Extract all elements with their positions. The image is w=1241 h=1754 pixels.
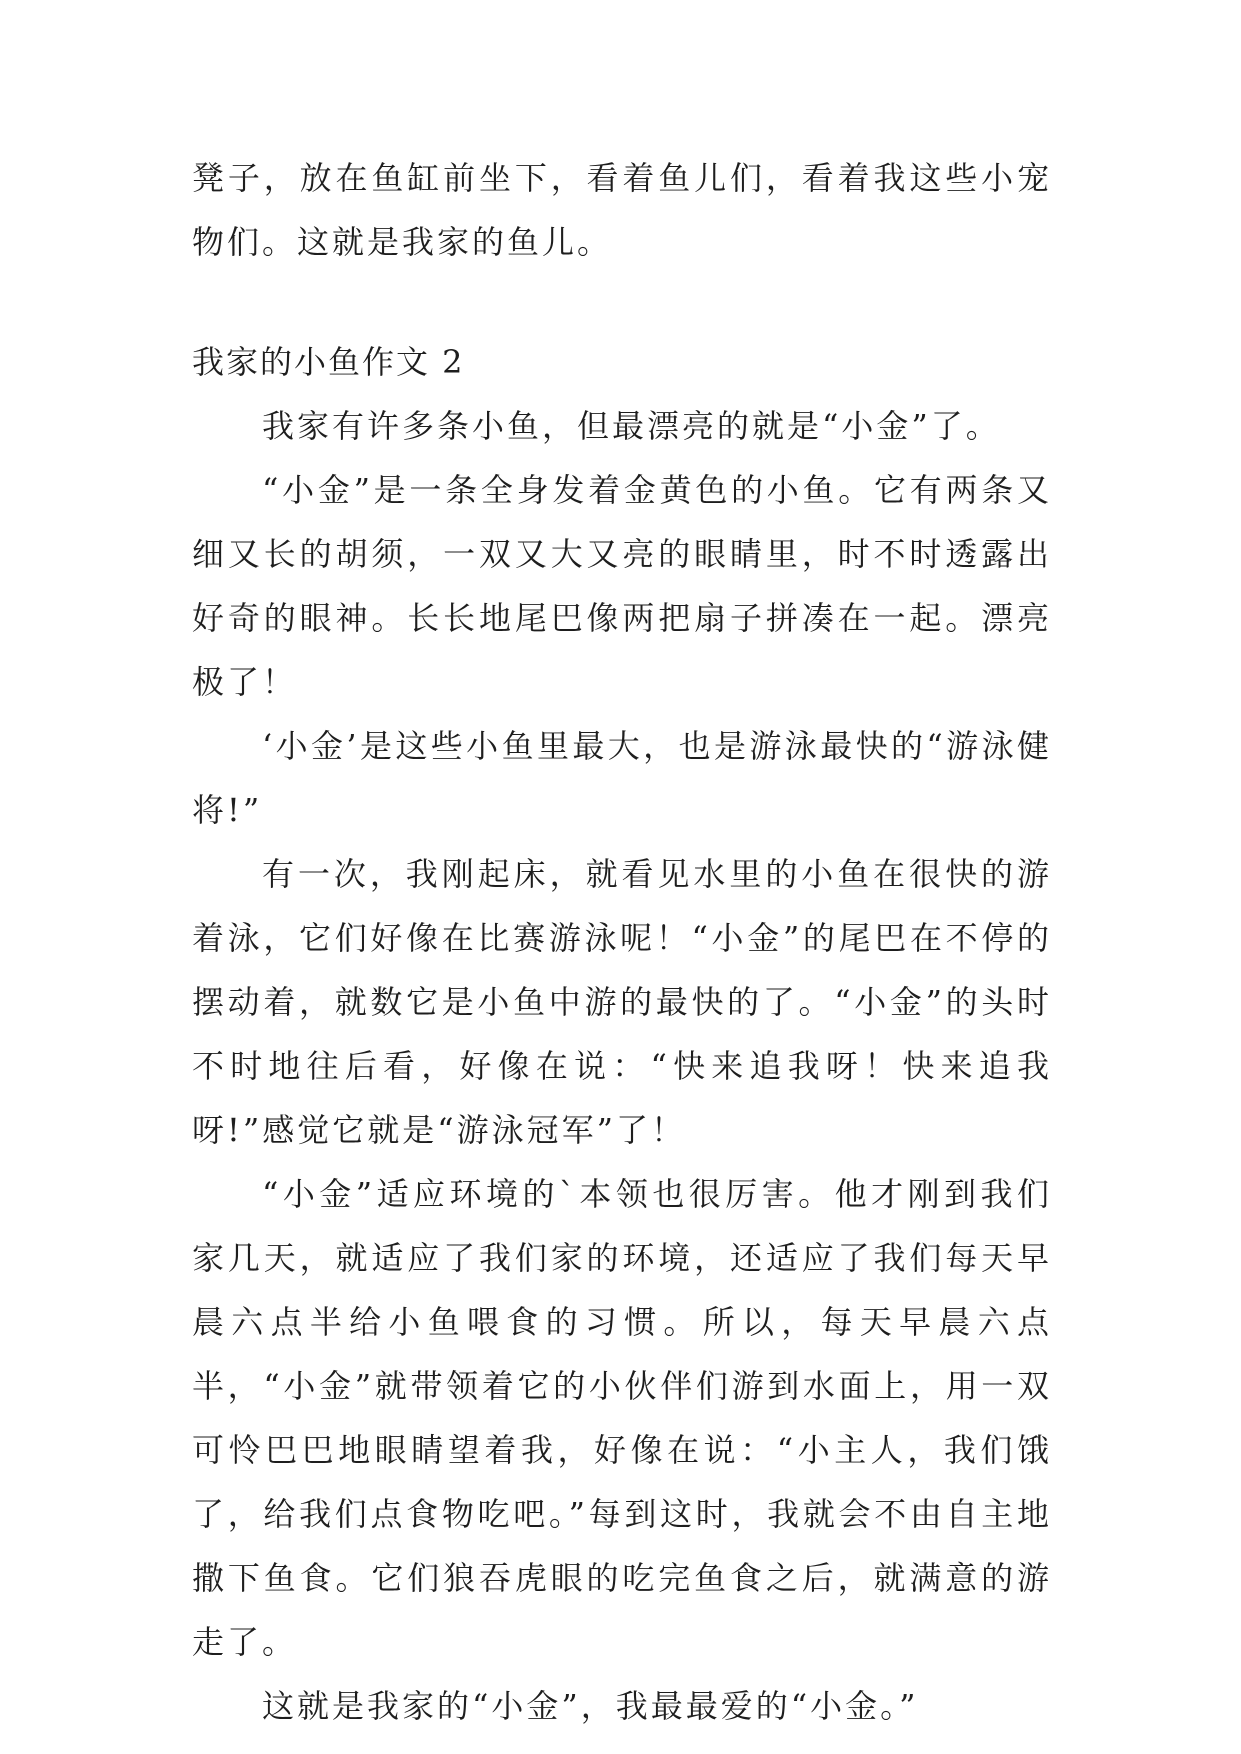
paragraph-6: 这就是我家的“小金”，我最最爱的“小金。” — [262, 1687, 919, 1725]
paragraph-1: 我家有许多条小鱼，但最漂亮的就是“小金”了。 — [262, 407, 1001, 445]
paragraph-3: ‘小金’是这些小鱼里最大，也是游泳最快的“游泳健将!” — [192, 727, 1052, 829]
continuation-paragraph: 凳子，放在鱼缸前坐下，看着鱼儿们，看着我这些小宠物们。这就是我家的鱼儿。 — [192, 159, 1052, 261]
essay-heading: 我家的小鱼作文 2 — [192, 343, 465, 381]
paragraph-4: 有一次，我刚起床，就看见水里的小鱼在很快的游着泳，它们好像在比赛游泳呢！“小金”的尾巴在不停的摆动着，就数它是小鱼中游的最快的了。“小金”的头时不时地往后看，好像在说：“快来追我呀！快来追我呀!”感觉它就是“游泳冠军”了！ — [192, 855, 1052, 1149]
paragraph-2: “小金”是一条全身发着金黄色的小鱼。它有两条又细又长的胡须，一双又大又亮的眼睛里，时不时透露出好奇的眼神。长长地尾巴像两把扇子拼凑在一起。漂亮极了！ — [192, 471, 1052, 701]
paragraph-5: “小金”适应环境的`本领也很厉害。他才刚到我们家几天，就适应了我们家的环境，还适应了我们每天早晨六点半给小鱼喂食的习惯。所以，每天早晨六点半，“小金”就带领着它的小伙伴们游到水面上，用一双可怜巴巴地眼睛望着我，好像在说：“小主人，我们饿了，给我们点食物吃吧。”每到这时，我就会不由自主地撒下鱼食。它们狼吞虎眼的吃完鱼食之后，就满意的游走了。 — [192, 1175, 1052, 1661]
essay-body — [192, 146, 1052, 1738]
